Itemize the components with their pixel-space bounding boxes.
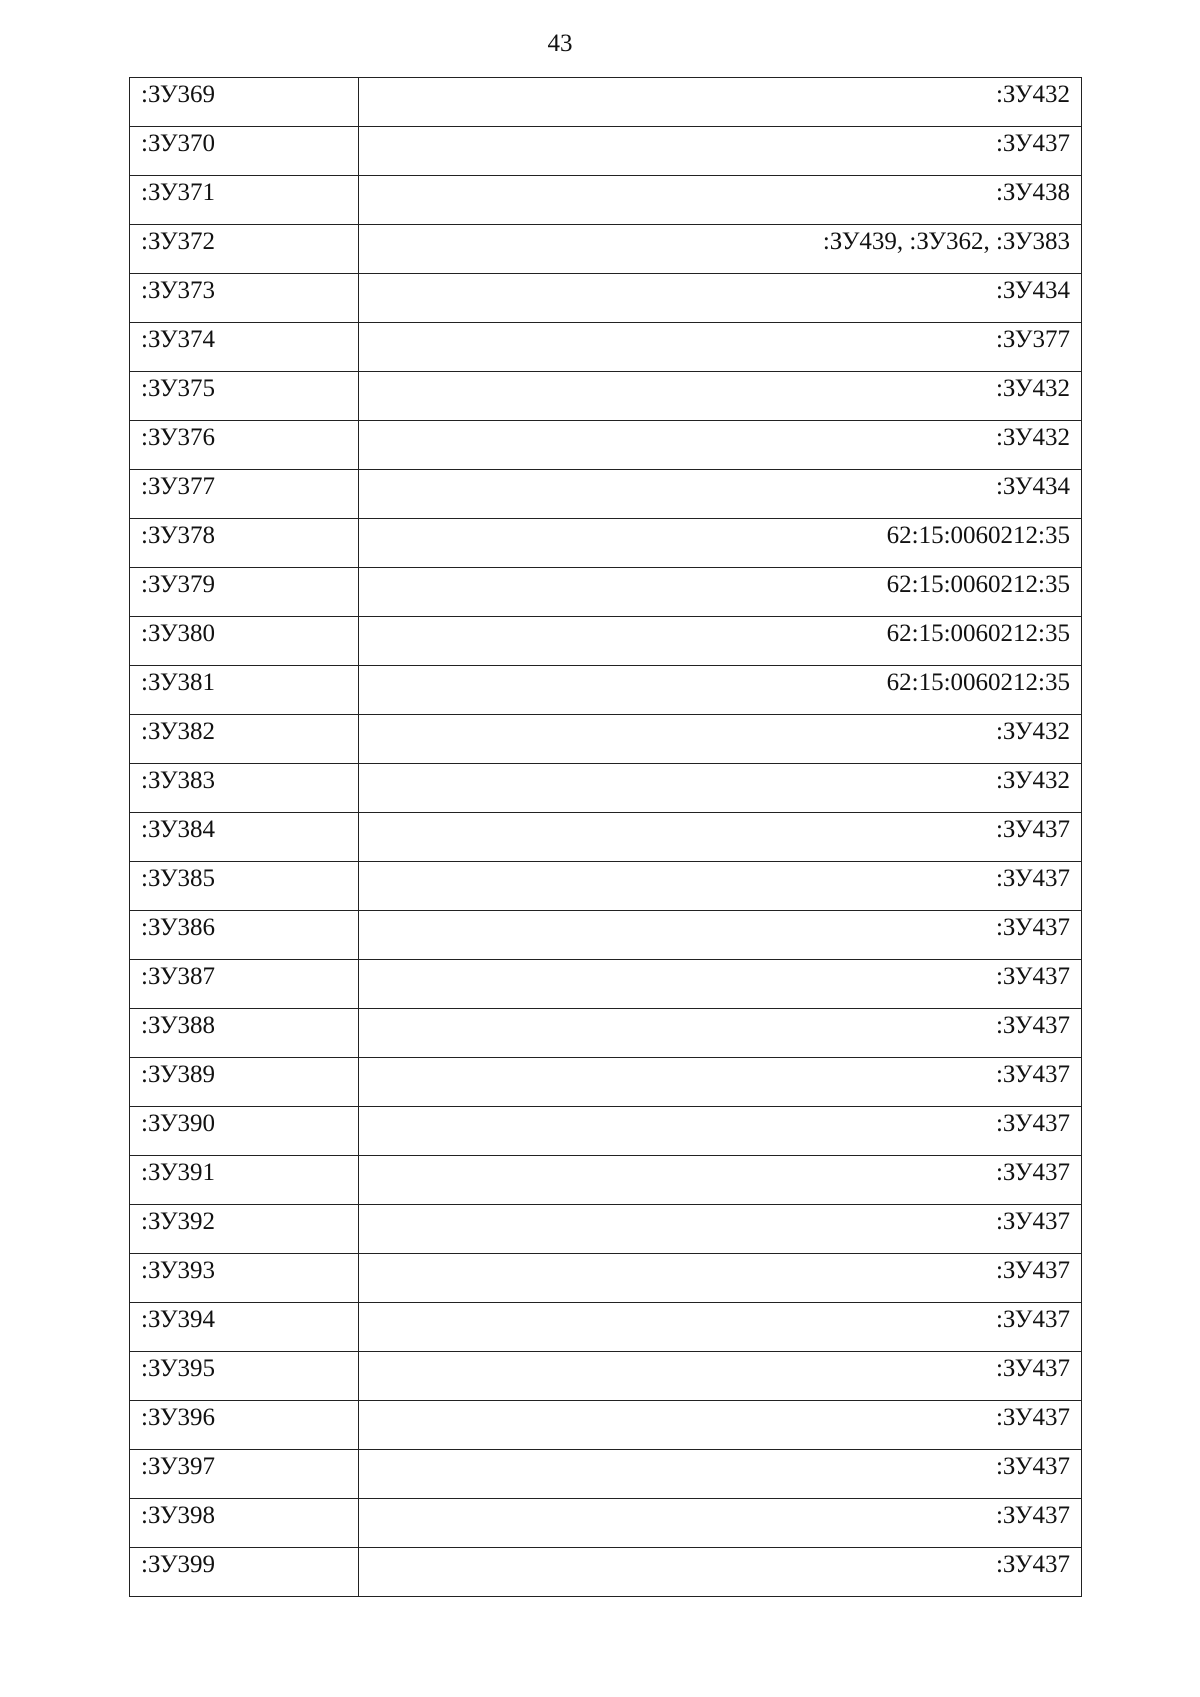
parcel-id-cell: :ЗУ380 xyxy=(130,617,359,666)
table-row xyxy=(130,1401,1082,1450)
parcel-table xyxy=(129,77,1082,1597)
parcel-id-cell: :ЗУ383 xyxy=(130,764,359,813)
parcel-id-cell: :ЗУ381 xyxy=(130,666,359,715)
related-parcel-cell: 62:15:0060212:35 xyxy=(359,519,1082,568)
table-row xyxy=(130,1156,1082,1205)
related-parcel-cell: :ЗУ432 xyxy=(359,372,1082,421)
table-row xyxy=(130,764,1082,813)
table-row xyxy=(130,1107,1082,1156)
parcel-id-cell: :ЗУ377 xyxy=(130,470,359,519)
table-row xyxy=(130,1352,1082,1401)
parcel-id-cell: :ЗУ369 xyxy=(130,78,359,127)
related-parcel-cell: :ЗУ432 xyxy=(359,764,1082,813)
parcel-id-cell: :ЗУ375 xyxy=(130,372,359,421)
related-parcel-cell: :ЗУ377 xyxy=(359,323,1082,372)
related-parcel-cell: :ЗУ434 xyxy=(359,274,1082,323)
parcel-id-cell: :ЗУ385 xyxy=(130,862,359,911)
related-parcel-cell: :ЗУ432 xyxy=(359,78,1082,127)
table-row xyxy=(130,1058,1082,1107)
table-row xyxy=(130,470,1082,519)
parcel-id-cell: :ЗУ398 xyxy=(130,1499,359,1548)
parcel-id-cell: :ЗУ394 xyxy=(130,1303,359,1352)
table-row xyxy=(130,519,1082,568)
parcel-id-cell: :ЗУ389 xyxy=(130,1058,359,1107)
page-number: 43 xyxy=(547,30,573,57)
table-row xyxy=(130,372,1082,421)
table-row xyxy=(130,911,1082,960)
parcel-id-cell: :ЗУ370 xyxy=(130,127,359,176)
related-parcel-cell: :ЗУ432 xyxy=(359,715,1082,764)
related-parcel-cell: :ЗУ432 xyxy=(359,421,1082,470)
parcel-id-cell: :ЗУ378 xyxy=(130,519,359,568)
parcel-id-cell: :ЗУ379 xyxy=(130,568,359,617)
table-row xyxy=(130,862,1082,911)
related-parcel-cell: :ЗУ437 xyxy=(359,1058,1082,1107)
parcel-id-cell: :ЗУ396 xyxy=(130,1401,359,1450)
parcel-id-cell: :ЗУ391 xyxy=(130,1156,359,1205)
table-row xyxy=(130,666,1082,715)
related-parcel-cell: :ЗУ437 xyxy=(359,1401,1082,1450)
table-row xyxy=(130,1009,1082,1058)
table-row xyxy=(130,617,1082,666)
table-row xyxy=(130,323,1082,372)
parcel-id-cell: :ЗУ393 xyxy=(130,1254,359,1303)
related-parcel-cell: :ЗУ437 xyxy=(359,1303,1082,1352)
related-parcel-cell: :ЗУ439, :ЗУ362, :ЗУ383 xyxy=(359,225,1082,274)
table-row xyxy=(130,274,1082,323)
related-parcel-cell: :ЗУ437 xyxy=(359,960,1082,1009)
parcel-id-cell: :ЗУ372 xyxy=(130,225,359,274)
parcel-id-cell: :ЗУ371 xyxy=(130,176,359,225)
related-parcel-cell: 62:15:0060212:35 xyxy=(359,666,1082,715)
related-parcel-cell: :ЗУ437 xyxy=(359,813,1082,862)
parcel-id-cell: :ЗУ382 xyxy=(130,715,359,764)
related-parcel-cell: :ЗУ437 xyxy=(359,127,1082,176)
parcel-id-cell: :ЗУ376 xyxy=(130,421,359,470)
table-row xyxy=(130,1205,1082,1254)
table-row xyxy=(130,1450,1082,1499)
table-row xyxy=(130,1548,1082,1597)
parcel-id-cell: :ЗУ395 xyxy=(130,1352,359,1401)
table-row xyxy=(130,960,1082,1009)
related-parcel-cell: :ЗУ437 xyxy=(359,1548,1082,1597)
related-parcel-cell: :ЗУ437 xyxy=(359,1254,1082,1303)
related-parcel-cell: :ЗУ437 xyxy=(359,911,1082,960)
related-parcel-cell: :ЗУ438 xyxy=(359,176,1082,225)
parcel-id-cell: :ЗУ399 xyxy=(130,1548,359,1597)
table-row xyxy=(130,127,1082,176)
related-parcel-cell: :ЗУ437 xyxy=(359,1009,1082,1058)
table-row xyxy=(130,1254,1082,1303)
related-parcel-cell: :ЗУ437 xyxy=(359,862,1082,911)
parcel-id-cell: :ЗУ388 xyxy=(130,1009,359,1058)
related-parcel-cell: 62:15:0060212:35 xyxy=(359,617,1082,666)
parcel-id-cell: :ЗУ397 xyxy=(130,1450,359,1499)
table-body xyxy=(130,78,1082,1597)
table-row xyxy=(130,225,1082,274)
table-row xyxy=(130,176,1082,225)
parcel-id-cell: :ЗУ390 xyxy=(130,1107,359,1156)
parcel-id-cell: :ЗУ387 xyxy=(130,960,359,1009)
related-parcel-cell: 62:15:0060212:35 xyxy=(359,568,1082,617)
parcel-id-cell: :ЗУ386 xyxy=(130,911,359,960)
related-parcel-cell: :ЗУ434 xyxy=(359,470,1082,519)
related-parcel-cell: :ЗУ437 xyxy=(359,1499,1082,1548)
table-row xyxy=(130,715,1082,764)
related-parcel-cell: :ЗУ437 xyxy=(359,1205,1082,1254)
table-row xyxy=(130,568,1082,617)
parcel-id-cell: :ЗУ384 xyxy=(130,813,359,862)
parcel-id-cell: :ЗУ392 xyxy=(130,1205,359,1254)
related-parcel-cell: :ЗУ437 xyxy=(359,1156,1082,1205)
table-row xyxy=(130,1499,1082,1548)
parcel-id-cell: :ЗУ374 xyxy=(130,323,359,372)
table-row xyxy=(130,813,1082,862)
related-parcel-cell: :ЗУ437 xyxy=(359,1352,1082,1401)
table-row xyxy=(130,1303,1082,1352)
table-row xyxy=(130,78,1082,127)
related-parcel-cell: :ЗУ437 xyxy=(359,1450,1082,1499)
parcel-id-cell: :ЗУ373 xyxy=(130,274,359,323)
table-row xyxy=(130,421,1082,470)
related-parcel-cell: :ЗУ437 xyxy=(359,1107,1082,1156)
